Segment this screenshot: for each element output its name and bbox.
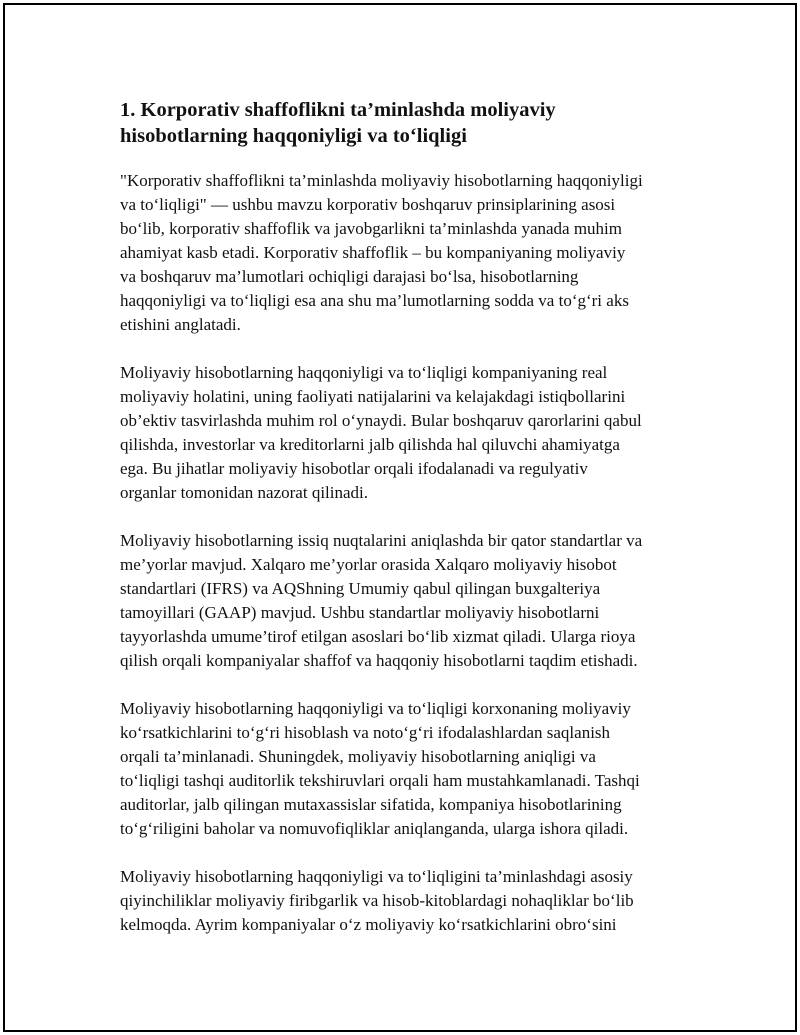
paragraph-4: Moliyaviy hisobotlarning haqqoniyligi va to‘liqligi korxonaning moliyaviy ko‘rsatkichlarini to‘g‘ri hisoblash va noto‘g‘ri ifodalashlardan saqlanish orqali ta’minlanadi. Shuningdek, moliyaviy hisobotlarning aniqligi va to‘liqligi tashqi auditorlik tekshiruvlari orqali ham mustahkamlanadi. Tashqi auditorlar, jalb qilingan mutaxassislar sifatida, kompaniya hisobotlarining to‘g‘riligini baholar va nomuvofiqliklar aniqlanganda, ularga ishora qiladi.	[120, 699, 640, 838]
page-frame	[3, 3, 797, 1032]
paragraph-5: Moliyaviy hisobotlarning haqqoniyligi va to‘liqligini ta’minlashdagi asosiy qiyinchiliklar moliyaviy firibgarlik va hisob-kitoblardagi nohaqliklar bo‘lib kelmoqda. Ayrim kompaniyalar o‘z moliyaviy ko‘rsatkichlarini obro‘sini	[120, 867, 634, 934]
paragraph-3: Moliyaviy hisobotlarning issiq nuqtalarini aniqlashda bir qator standartlar va me’yorlar mavjud. Xalqaro me’yorlar orasida Xalqaro moliyaviy hisobot standartlari (IFRS) va AQShning Umumiy qabul qilingan buxgalteriya tamoyillari (GAAP) mavjud. Ushbu standartlar moliyaviy hisobotlarni tayyorlashda umume’tirof etilgan asoslari bo‘lib xizmat qiladi. Ularga rioya qilish orqali kompaniyalar shaffof va haqqoniy hisobotlarni taqdim etishadi.	[120, 531, 643, 670]
paragraph-1: "Korporativ shaffoflikni ta’minlashda moliyaviy hisobotlarning haqqoniyligi va to‘liqligi" — ushbu mavzu korporativ boshqaruv prinsiplarining asosi bo‘lib, korporativ shaffoflik va javobgarlikni ta’minlashda yanada muhim ahamiyat kasb etadi. Korporativ shaffoflik – bu kompaniyaning moliyaviy va boshqaruv ma’lumotlari ochiqligi darajasi bo‘lsa, hisobotlarning haqqoniyligi va to‘liqligi esa ana shu ma’lumotlarning sodda va to‘g‘ri aks etishini anglatadi.	[120, 171, 643, 334]
section-heading: 1. Korporativ shaffoflikni ta’minlashda moliyaviy hisobotlarning haqqoniyligi va to‘liqligi	[120, 99, 556, 147]
document-body	[120, 97, 700, 961]
paragraph-2: Moliyaviy hisobotlarning haqqoniyligi va to‘liqligi kompaniyaning real moliyaviy holatini, uning faoliyati natijalarini va kelajakdagi istiqbollarini ob’ektiv tasvirlashda muhim rol o‘ynaydi. Bular boshqaruv qarorlarini qabul qilishda, investorlar va kreditorlarni jalb qilishda hal qiluvchi ahamiyatga ega. Bu jihatlar moliyaviy hisobotlar orqali ifodalanadi va regulyativ organlar tomonidan nazorat qilinadi.	[120, 363, 642, 502]
